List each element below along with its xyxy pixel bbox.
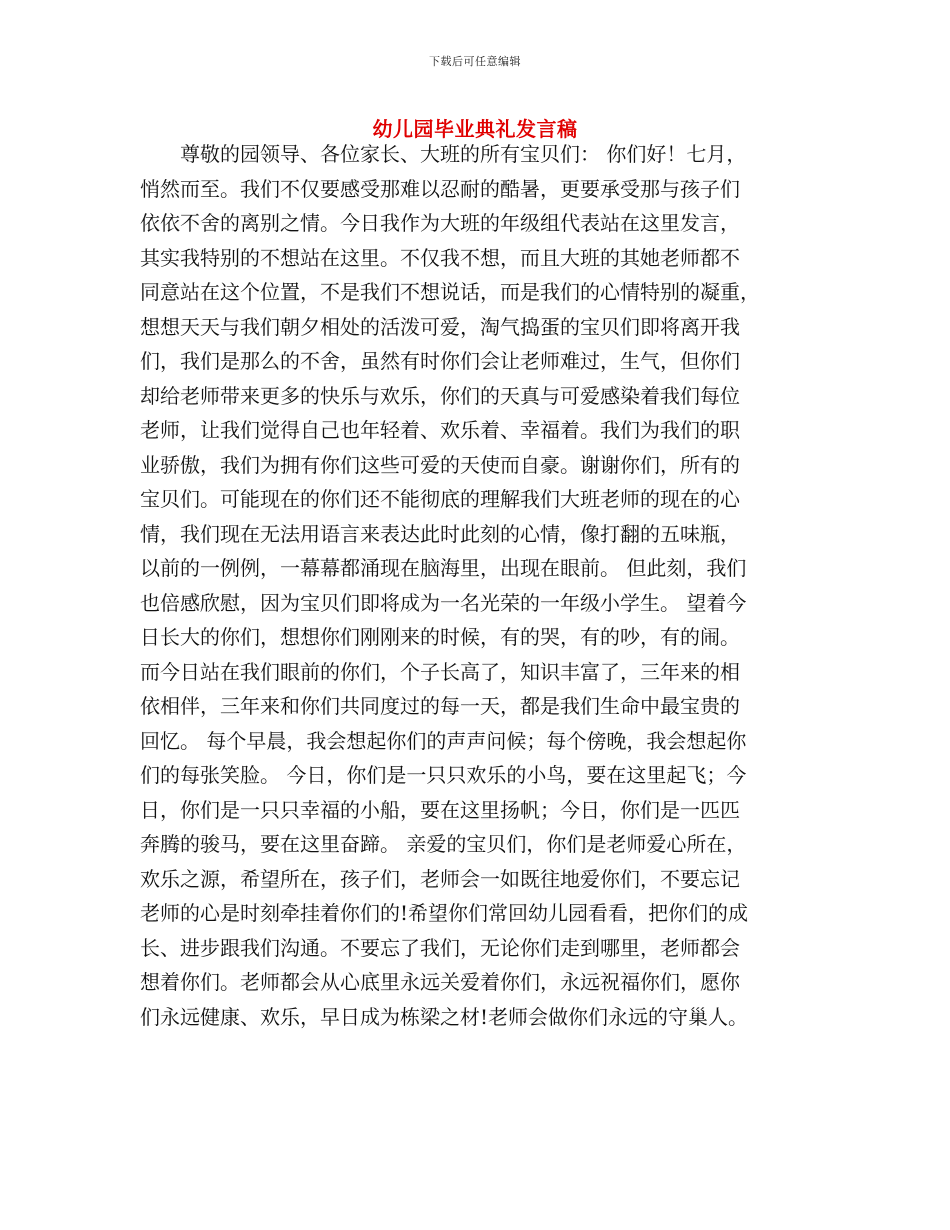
body-line: 长、进步跟我们沟通。不要忘了我们，无论你们走到哪里，老师都会 bbox=[140, 935, 740, 960]
header-note: 下载后可任意编辑 bbox=[429, 55, 521, 68]
body-line: 业骄傲，我们为拥有你们这些可爱的天使而自豪。谢谢你们，所有的 bbox=[140, 452, 740, 477]
body-line: 们，我们是那么的不舍，虽然有时你们会让老师难过，生气，但你们 bbox=[140, 349, 740, 373]
body-line: 情，我们现在无法用语言来表达此时此刻的心情，像打翻的五味瓶， bbox=[140, 521, 740, 546]
body-line: 却给老师带来更多的快乐与欢乐，你们的天真与可爱感染着我们每位 bbox=[140, 383, 740, 408]
body-line: 悄然而至。我们不仅要感受那难以忍耐的酷暑，更要承受那与孩子们 bbox=[140, 176, 740, 201]
body-line: 回忆。 每个早晨，我会想起你们的声声问候；每个傍晚，我会想起你 bbox=[140, 728, 747, 753]
body-line: 同意站在这个位置，不是我们不想说话，而是我们的心情特别的凝重， bbox=[140, 280, 760, 304]
body-line: 奔腾的骏马，要在这里奋蹄。 亲爱的宝贝们，你们是老师爱心所在， bbox=[140, 832, 747, 856]
body-line: 想着你们。老师都会从心底里永远关爱着你们，永远祝福你们，愿你 bbox=[140, 970, 740, 994]
body-line: 也倍感欣慰，因为宝贝们即将成为一名光荣的一年级小学生。 望着今 bbox=[140, 590, 747, 615]
document-title: 幼儿园毕业典礼发言稿 bbox=[372, 117, 578, 141]
body-line: 依依不舍的离别之情。今日我作为大班的年级组代表站在这里发言， bbox=[140, 211, 740, 235]
body-line: 日长大的你们，想想你们刚刚来的时候，有的哭，有的吵，有的闹。 bbox=[140, 625, 740, 649]
body-line: 而今日站在我们眼前的你们，个子长高了，知识丰富了，三年来的相 bbox=[140, 659, 740, 684]
body-line: 想想天天与我们朝夕相处的活泼可爱，淘气捣蛋的宝贝们即将离开我 bbox=[140, 314, 740, 339]
body-line: 欢乐之源，希望所在，孩子们，老师会一如既往地爱你们，不要忘记 bbox=[140, 866, 740, 891]
document-body bbox=[140, 137, 810, 1034]
body-line: 老师的心是时刻牵挂着你们的!希望你们常回幼儿园看看，把你们的成 bbox=[140, 901, 749, 925]
body-line: 们的每张笑脸。 今日，你们是一只只欢乐的小鸟，要在这里起飞；今 bbox=[140, 763, 747, 787]
body-line: 其实我特别的不想站在这里。不仅我不想，而且大班的其她老师都不 bbox=[140, 245, 740, 270]
body-line: 老师，让我们觉得自己也年轻着、欢乐着、幸福着。我们为我们的职 bbox=[140, 418, 740, 442]
body-line: 以前的一例例，一幕幕都涌现在脑海里，出现在眼前。 但此刻，我们 bbox=[140, 556, 747, 580]
body-line: 日，你们是一只只幸福的小船，要在这里扬帆；今日，你们是一匹匹 bbox=[140, 797, 740, 822]
body-line: 们永远健康、欢乐，早日成为栋梁之材!老师会做你们永远的守巢人。 bbox=[140, 1004, 749, 1029]
body-line: 依相伴，三年来和你们共同度过的每一天，都是我们生命中最宝贵的 bbox=[140, 694, 740, 718]
body-line: 宝贝们。可能现在的你们还不能彻底的理解我们大班老师的现在的心 bbox=[140, 487, 740, 511]
body-line: 尊敬的园领导、各位家长、大班的所有宝贝们： 你们好！七月， bbox=[140, 142, 747, 166]
